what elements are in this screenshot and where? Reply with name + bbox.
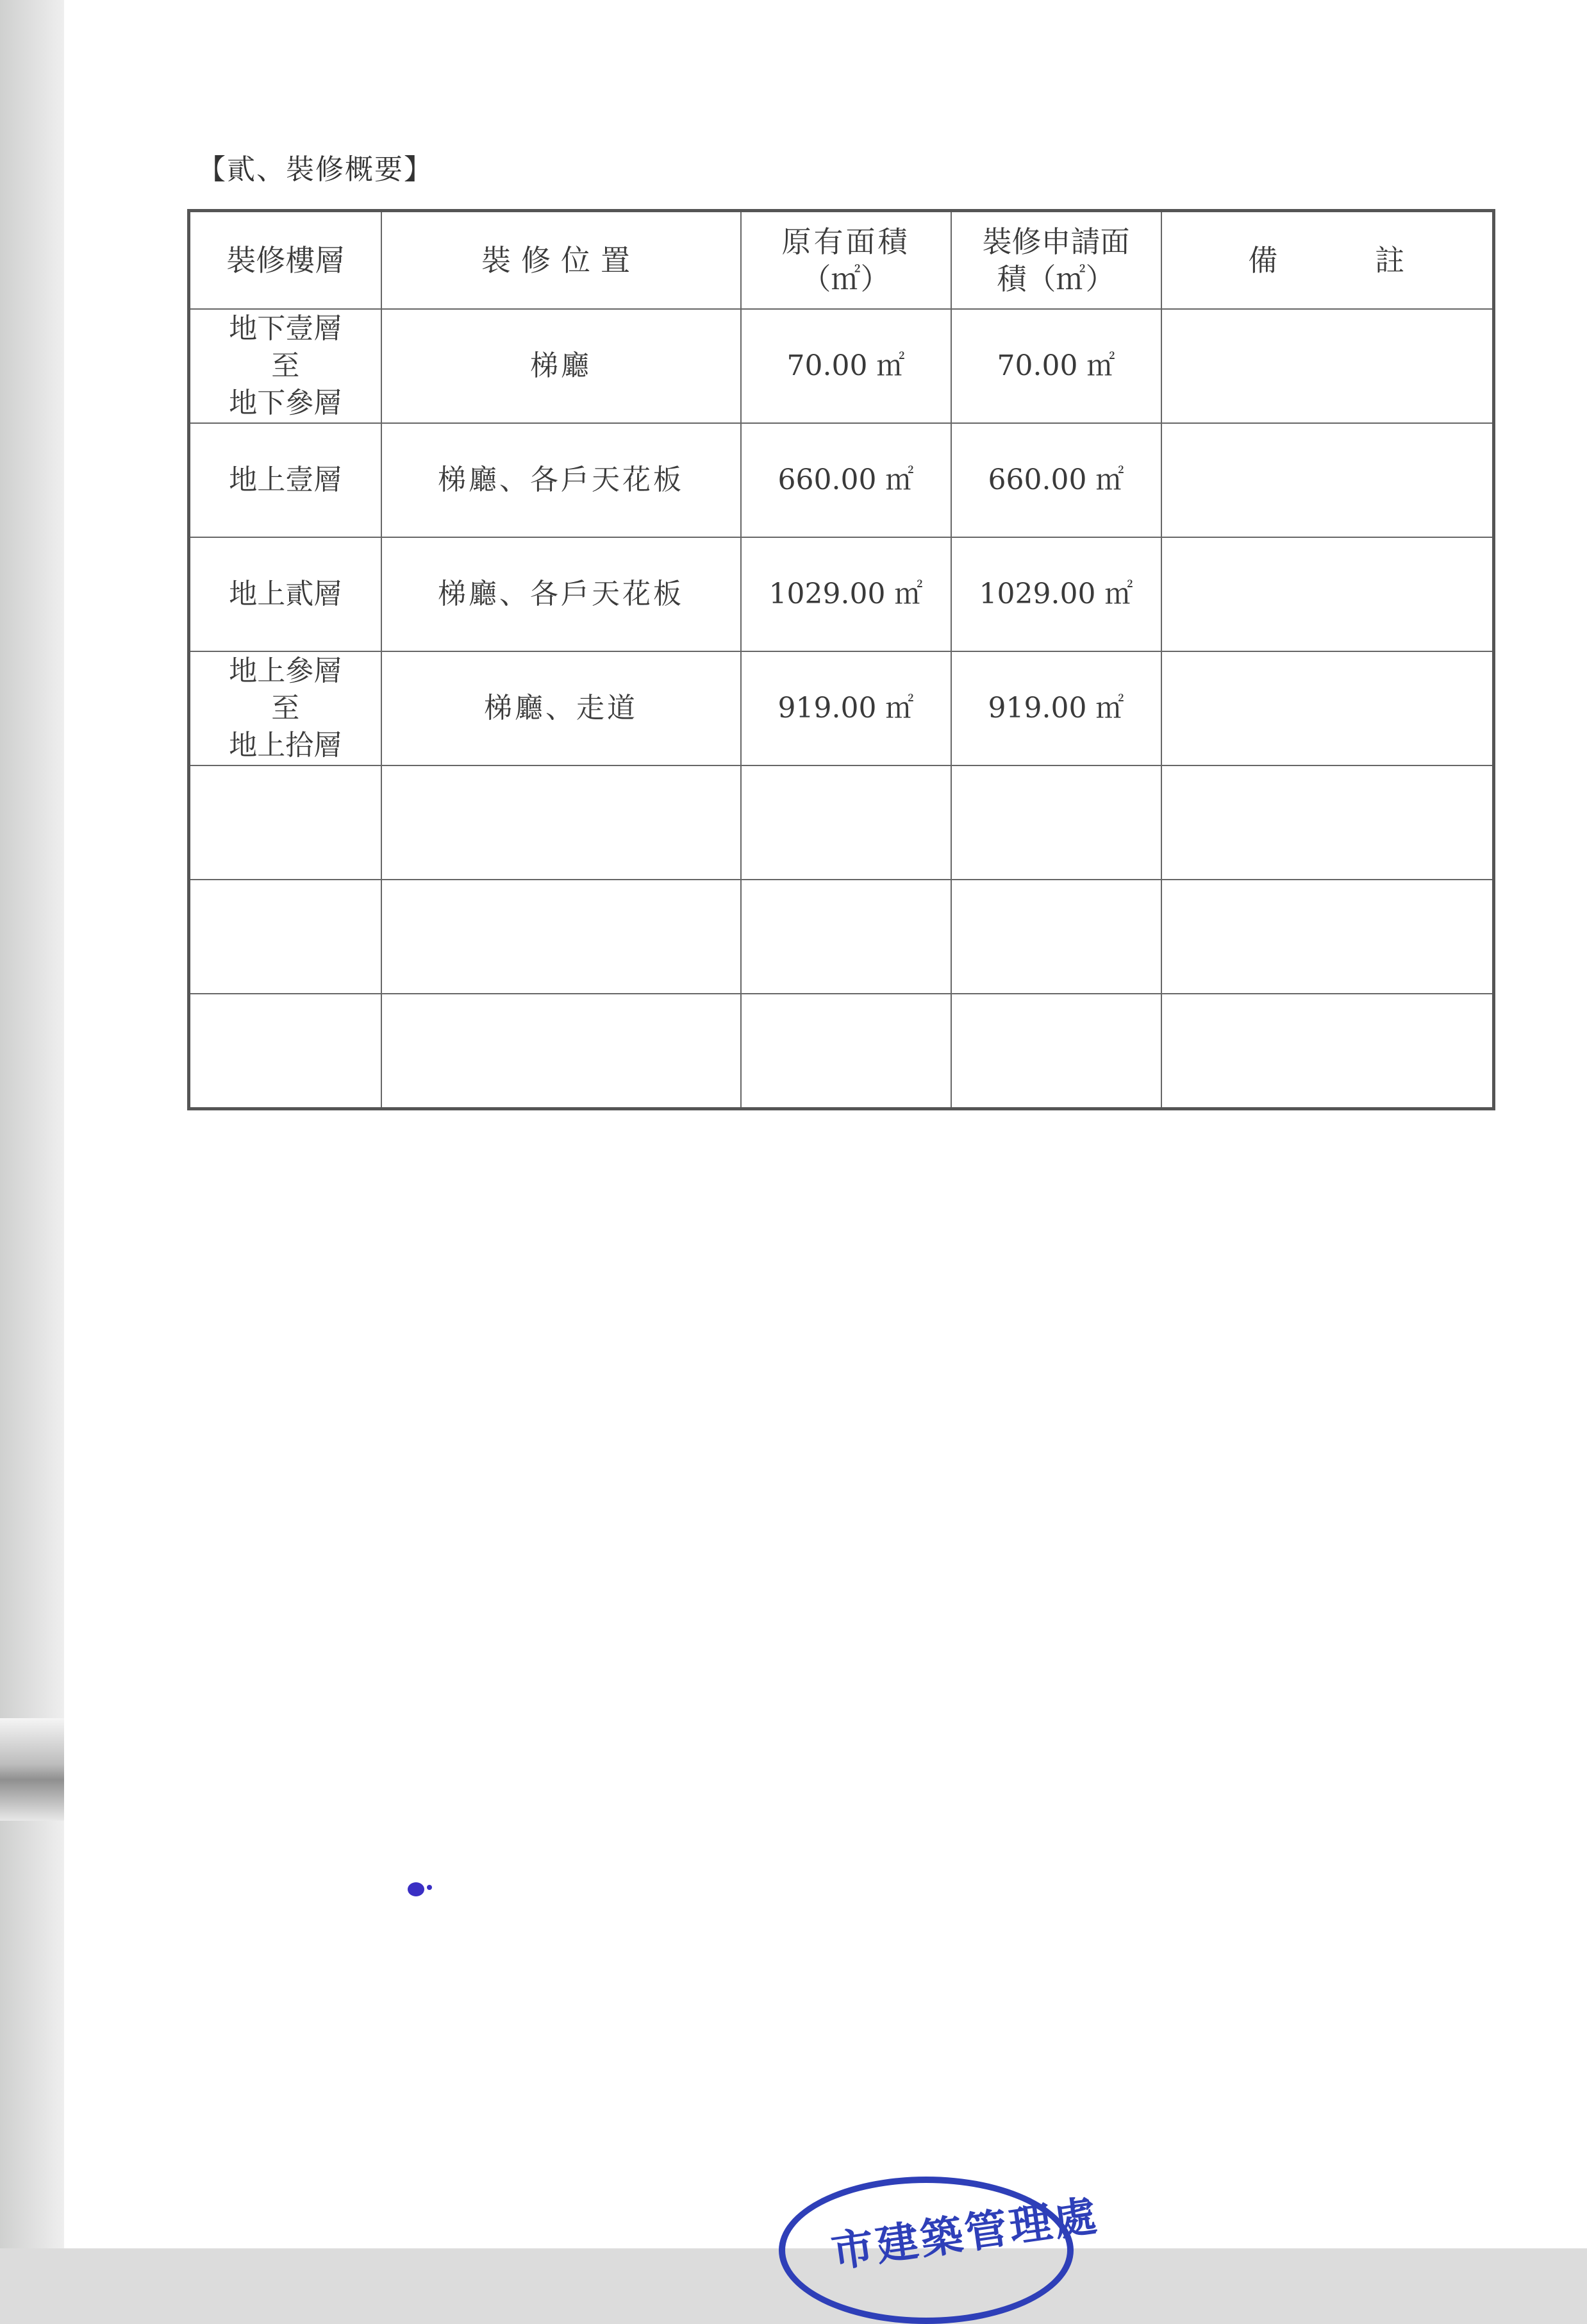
cell-remark — [1161, 765, 1494, 880]
cell-floor — [189, 651, 381, 765]
cell-apply-area — [951, 994, 1161, 1109]
floor-line: 至 — [271, 692, 300, 724]
cell-floor — [189, 765, 381, 880]
cell-floor — [189, 537, 381, 651]
table-row — [189, 309, 1494, 423]
cell-apply-area — [951, 765, 1161, 880]
table-row — [189, 880, 1494, 994]
header-remark: 備 註 — [1161, 211, 1494, 310]
cell-apply-area: 70.00 ㎡ — [951, 309, 1161, 423]
floor-line: 地上貳層 — [229, 578, 342, 610]
cell-original-area: 660.00 ㎡ — [741, 423, 951, 537]
cell-position — [381, 765, 741, 880]
floor-line: 地上拾層 — [229, 729, 342, 762]
table-row — [189, 994, 1494, 1109]
cell-floor — [189, 880, 381, 994]
ink-blot — [408, 1882, 424, 1896]
official-seal — [779, 2177, 1102, 2324]
scanner-bar — [0, 1718, 64, 1821]
cell-position: 梯廳 — [381, 309, 741, 423]
floor-line: 地下參層 — [229, 387, 342, 419]
floor-line: 地上壹層 — [229, 464, 342, 496]
floor-line: 至 — [271, 349, 300, 382]
header-floor: 裝修樓層 — [189, 211, 381, 310]
cell-original-area — [741, 994, 951, 1109]
scanner-edge — [0, 0, 71, 2248]
seal-text: 市建築管理處 — [828, 2190, 1102, 2277]
cell-position: 梯廳、各戶天花板 — [381, 423, 741, 537]
cell-position — [381, 994, 741, 1109]
floor-line: 地下壹層 — [229, 312, 342, 345]
cell-apply-area: 1029.00 ㎡ — [951, 537, 1161, 651]
table-row — [189, 765, 1494, 880]
cell-floor — [189, 423, 381, 537]
cell-position — [381, 880, 741, 994]
header-original-area: 原有面積 （㎡） — [741, 211, 951, 310]
cell-apply-area: 919.00 ㎡ — [951, 651, 1161, 765]
cell-original-area — [741, 765, 951, 880]
cell-remark — [1161, 423, 1494, 537]
table-row — [189, 537, 1494, 651]
cell-floor — [189, 994, 381, 1109]
cell-original-area — [741, 880, 951, 994]
cell-remark — [1161, 994, 1494, 1109]
cell-original-area: 919.00 ㎡ — [741, 651, 951, 765]
cell-position: 梯廳、走道 — [381, 651, 741, 765]
cell-position: 梯廳、各戶天花板 — [381, 537, 741, 651]
section-title: 【貳、裝修概要】 — [197, 153, 433, 186]
header-position: 裝修位置 — [381, 211, 741, 310]
floor-line: 地上參層 — [229, 655, 342, 687]
cell-remark — [1161, 880, 1494, 994]
table-header-row — [189, 211, 1494, 310]
cell-floor — [189, 309, 381, 423]
table-row — [189, 423, 1494, 537]
cell-apply-area: 660.00 ㎡ — [951, 423, 1161, 537]
cell-remark — [1161, 651, 1494, 765]
cell-remark — [1161, 537, 1494, 651]
cell-original-area: 70.00 ㎡ — [741, 309, 951, 423]
renovation-summary-table — [187, 209, 1495, 1110]
ink-blot — [427, 1885, 432, 1890]
cell-original-area: 1029.00 ㎡ — [741, 537, 951, 651]
table-row — [189, 651, 1494, 765]
header-apply-area: 裝修申請面 積（㎡） — [951, 211, 1161, 310]
cell-remark — [1161, 309, 1494, 423]
cell-apply-area — [951, 880, 1161, 994]
